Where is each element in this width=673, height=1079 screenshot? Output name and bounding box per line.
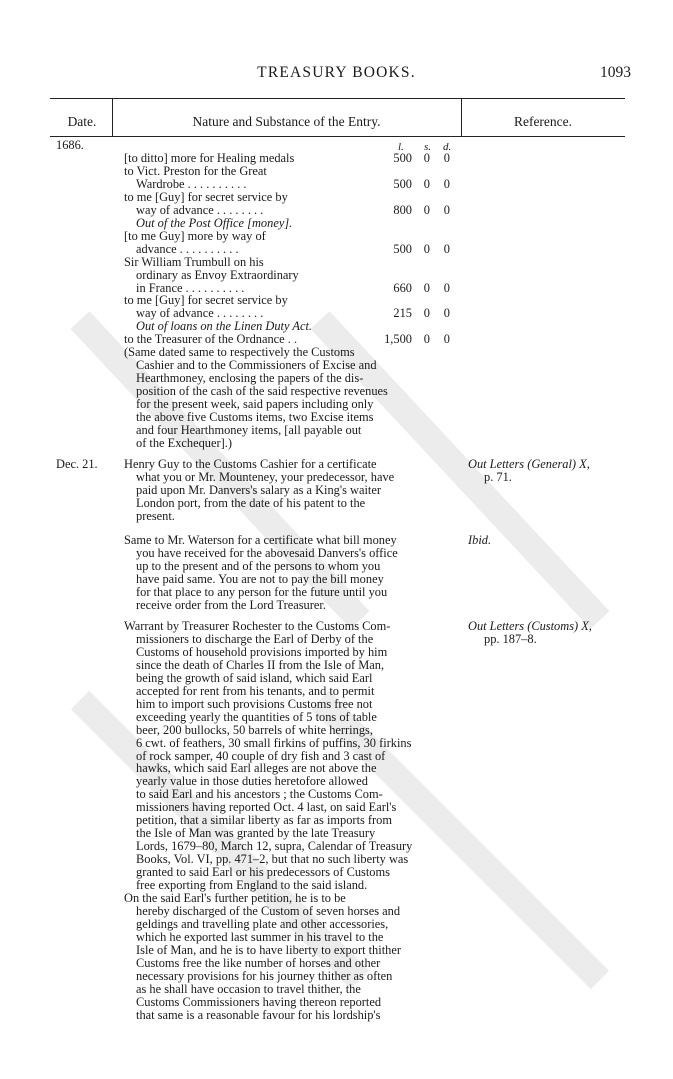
entry-line: exceeding yearly the quantities of 5 tons of table	[136, 709, 377, 724]
amount-pence: 0	[443, 176, 450, 191]
entry-line: which he exported last summer in his travel to the	[136, 929, 384, 944]
lsd-head-d: d.	[443, 141, 452, 153]
entry-line: Henry Guy to the Customs Cashier for a certificate	[124, 457, 377, 471]
entry-line: hereby discharged of the Custom of seven horses and	[136, 903, 401, 918]
note-line: and four Hearthmoney items, [all payable out	[136, 422, 362, 437]
header-rule	[50, 136, 625, 137]
entry-line: present.	[136, 508, 175, 523]
entry-line: Lords, 1679–80, March 12, supra, Calendar of Treasury	[136, 839, 413, 854]
entry-line: Warrant by Treasurer Rochester to the Customs Com-	[124, 619, 391, 633]
entry-line: of rock samper, 40 couple of dry fish and 3 cast of	[136, 748, 386, 763]
entry-line: paid upon Mr. Danvers's salary as a King's waiter	[136, 482, 381, 497]
entry-line: Customs Commissioners having thereon reported	[136, 994, 382, 1009]
entry-line: in France . . . . . . . . . .	[136, 280, 245, 295]
entry-line: Books, Vol. VI, pp. 471–2, but that no such liberty was	[136, 852, 409, 867]
entry-line: you have received for the abovesaid Danvers's office	[136, 545, 398, 560]
amount-shillings: 0	[423, 202, 430, 217]
entry-line: way of advance . . . . . . . .	[136, 306, 264, 321]
amount-shillings: 0	[423, 241, 430, 256]
entry-line: him to import such provisions Customs free not	[136, 696, 373, 711]
amount-pence: 0	[443, 306, 450, 321]
entry-line: missioners having reported Oct. 4 last, on said Earl's	[136, 800, 397, 815]
reference-text: Out Letters (General) X,	[468, 457, 590, 471]
amount-pence: 0	[443, 202, 450, 217]
entry-line: what you or Mr. Mounteney, your predecessor, have	[136, 469, 395, 484]
amount-shillings: 0	[423, 151, 430, 165]
entry-line: up to the present and of the persons to whom you	[136, 558, 381, 573]
entry-line: Customs of household provisions imported by him	[136, 644, 388, 659]
entry-line: Wardrobe . . . . . . . . . .	[136, 176, 247, 191]
entry-line: that same is a reasonable favour for his lordship's	[136, 1007, 381, 1022]
lsd-head-s: s.	[424, 141, 432, 153]
note-line: Cashier and to the Commissioners of Excise and	[136, 358, 377, 373]
amount-pence: 0	[443, 151, 450, 165]
amount-shillings: 0	[423, 306, 430, 321]
amount-shillings: 0	[423, 280, 430, 295]
entry-line: to Vict. Preston for the Great	[124, 163, 267, 178]
amount-shillings: 0	[423, 176, 430, 191]
entry-date: 1686.	[56, 138, 84, 152]
reference-text: p. 71.	[484, 470, 512, 484]
entry-line: Same to Mr. Waterson for a certificate what bill money	[124, 533, 397, 547]
amount-pounds: 660	[393, 280, 412, 295]
entry-line: being the growth of said island, which said Earl	[136, 670, 373, 685]
page-number: 1093	[600, 64, 631, 81]
entry-line: geldings and travelling plate and other accessories,	[136, 916, 389, 931]
amount-pounds: 1,500	[384, 332, 412, 347]
entry-line: since the death of Charles II from the Isle of Man,	[136, 657, 385, 672]
entry-line: ordinary as Envoy Extraordinary	[136, 267, 299, 282]
entry-line: Customs free the like number of horses and other	[136, 955, 381, 970]
lsd-head-l: l.	[398, 141, 404, 153]
note-line: position of the cash of the said respective revenues	[136, 384, 388, 399]
note-line: of the Exchequer].)	[136, 435, 232, 450]
amount-pounds: 500	[393, 241, 412, 256]
entry-line: granted to said Earl or his predecessors of Customs	[136, 865, 390, 880]
amount-pounds: 800	[393, 202, 412, 217]
entry-line: Isle of Man, and he is to have liberty to export thither	[136, 942, 401, 957]
entry-line: as he shall have occasion to travel thither, the	[136, 981, 361, 996]
running-title: TREASURY BOOKS.	[257, 64, 416, 81]
section-heading: Out of the Post Office [money].	[136, 215, 293, 230]
entry-date: Dec. 21.	[56, 457, 98, 471]
entry-line: yearly value in those duties heretofore allowed	[136, 774, 368, 789]
top-rule	[50, 98, 625, 99]
amount-pence: 0	[443, 241, 450, 256]
amount-pounds: 215	[393, 306, 412, 321]
entry-line: petition, that a similar liberty as far as imports from	[136, 813, 393, 828]
column-head-date: Date.	[67, 114, 97, 129]
note-line: Hearthmoney, enclosing the papers of the dis-	[136, 371, 364, 386]
entry-line: receive order from the Lord Treasurer.	[136, 597, 326, 612]
entry-line: the Isle of Man was granted by the late Treasury	[136, 826, 376, 841]
amount-pounds: 500	[393, 176, 412, 191]
entry-line: missioners to discharge the Earl of Derby of the	[136, 631, 374, 646]
column-head-nature: Nature and Substance of the Entry.	[192, 114, 381, 129]
entry-line: necessary provisions for his journey thither as often	[136, 968, 393, 983]
entry-line: to said Earl and his ancestors ; the Customs Com-	[136, 787, 383, 802]
entry-line: accepted for rent from his tenants, and to permit	[136, 683, 375, 698]
note-line: the above five Customs items, two Excise items	[136, 410, 374, 424]
amount-pence: 0	[443, 280, 450, 295]
entry-line: for that place to any person for the future until you	[136, 584, 388, 599]
entry-line: Sir William Trumbull on his	[124, 254, 264, 269]
entry-line: way of advance . . . . . . . .	[136, 202, 264, 217]
reference-text: Ibid.	[468, 533, 492, 547]
entry-line: have paid same. You are not to pay the bill money	[136, 571, 384, 586]
reference-text: pp. 187–8.	[484, 632, 537, 646]
entry-line: 6 cwt. of feathers, 30 small firkins of puffins, 30 firkins	[136, 735, 412, 750]
note-line: (Same dated same to respectively the Customs	[124, 345, 355, 360]
amount-shillings: 0	[423, 332, 430, 347]
entry-line: free exporting from England to the said island.	[136, 878, 368, 892]
entry-line: hawks, which said Earl alleges are not above the	[136, 761, 377, 776]
entry-line: On the said Earl's further petition, he is to be	[124, 890, 346, 905]
entry-line: London port, from the date of his patent to the	[136, 495, 366, 510]
amount-pence: 0	[443, 332, 450, 347]
section-heading: Out of loans on the Linen Duty Act.	[136, 319, 312, 334]
entry-line: to me [Guy] for secret service by	[124, 189, 288, 204]
entry-line: [to me Guy] more by way of	[124, 228, 266, 243]
entry-line: to the Treasurer of the Ordnance . .	[124, 332, 298, 347]
entry-line: beer, 200 bullocks, 50 barrels of white herrings,	[136, 722, 373, 737]
note-line: for the present week, said papers including only	[136, 397, 374, 412]
entry-line: [to ditto] more for Healing medals	[124, 151, 295, 165]
amount-pounds: 500	[393, 151, 412, 165]
column-head-reference: Reference.	[513, 114, 573, 129]
entry-line: advance . . . . . . . . . .	[136, 241, 239, 256]
entry-line: to me [Guy] for secret service by	[124, 293, 288, 308]
reference-text: Out Letters (Customs) X,	[468, 619, 592, 633]
